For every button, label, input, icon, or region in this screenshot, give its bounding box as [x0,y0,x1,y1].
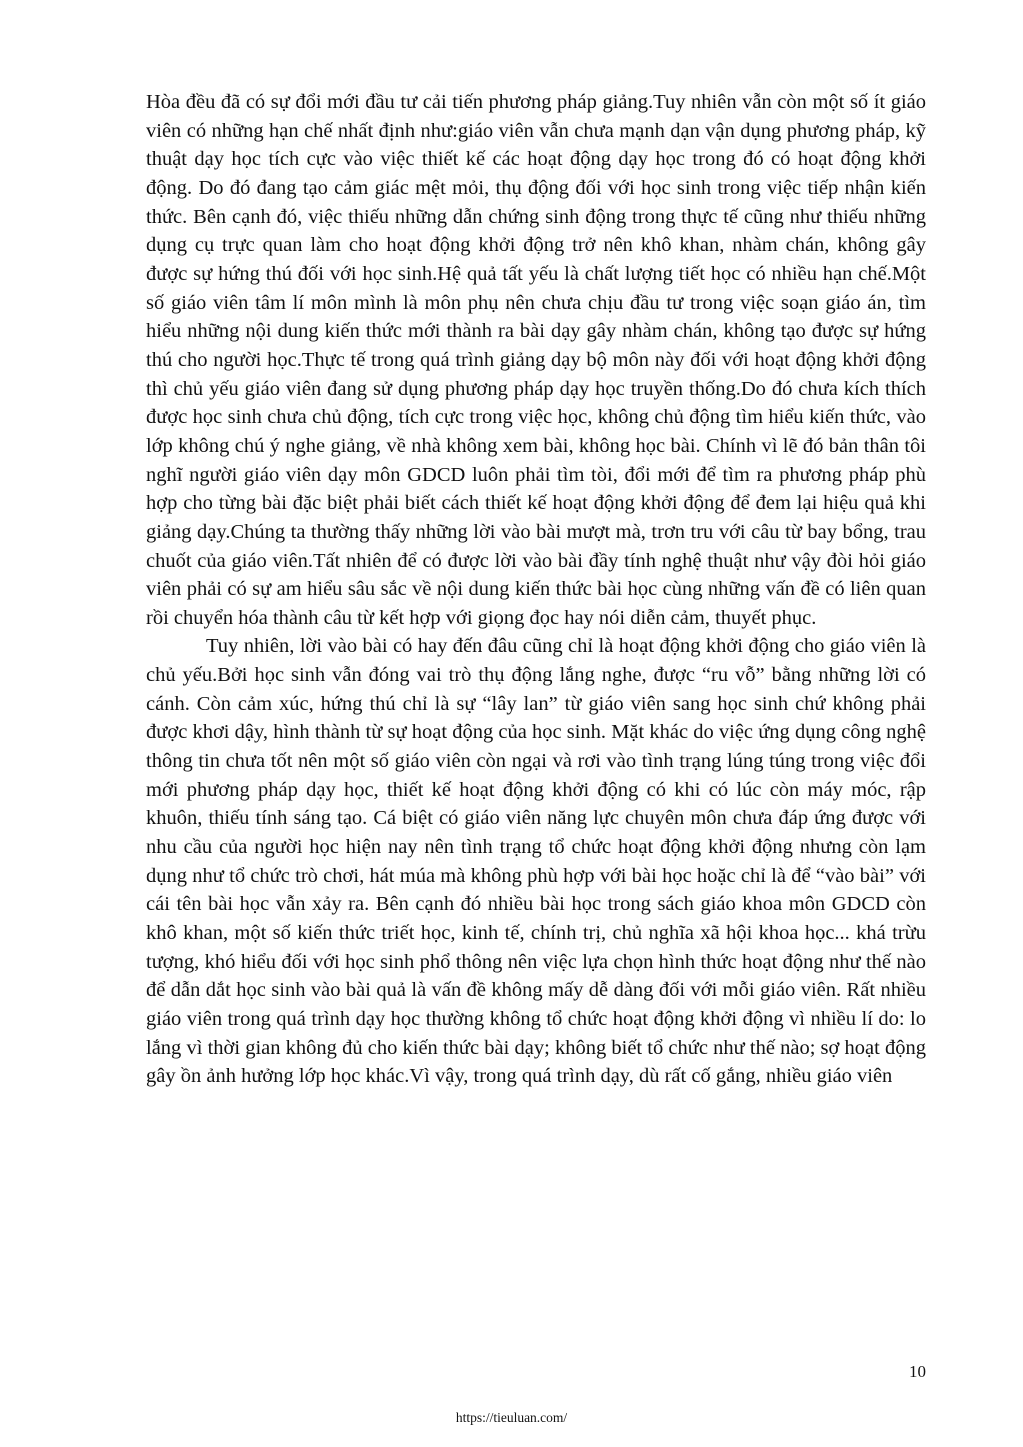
body-text [146,88,926,1091]
paragraph-2: Tuy nhiên, lời vào bài có hay đến đâu cũng chỉ là hoạt động khởi động cho giáo viên là chủ yếu.Bởi học sinh vẫn đóng vai trò thụ động lắng nghe, được “ru vỗ” bằng những lời có cánh. Còn cảm xúc, hứng thú chỉ là sự “lây lan” từ giáo viên sang học sinh chứ không phải được khơi dậy, hình thành từ sự hoạt động của học sinh. Mặt khác do việc ứng dụng công nghệ thông tin chưa tốt nên một số giáo viên còn ngại và rơi vào tình trạng lúng túng trong việc đổi mới phương pháp dạy học, thiết kế hoạt động khởi động có khi có lúc còn máy móc, rập khuôn, thiếu tính sáng tạo. Cá biệt có giáo viên năng lực chuyên môn chưa đáp ứng được với nhu cầu của người học hiện nay nên tình trạng tổ chức hoạt động khởi động nhưng còn lạm dụng như tổ chức trò chơi, hát múa mà không phù hợp với bài học hoặc chỉ là để “vào bài” với cái tên bài học vẫn xảy ra. Bên cạnh đó nhiều bài học trong sách giáo khoa môn GDCD còn khô khan, một số kiến thức triết học, kinh tế, chính trị, chủ nghĩa xã hội khoa học... khá trừu tượng, khó hiểu đối với học sinh phổ thông nên việc lựa chọn hình thức hoạt động như thế nào để dẫn dắt học sinh vào bài quả là vấn đề không mấy dễ dàng đối với mỗi giáo viên. Rất nhiều giáo viên trong quá trình dạy học thường không tổ chức hoạt động khởi động vì nhiều lí do: lo lắng vì thời gian không đủ cho kiến thức bài dạy; không biết tổ chức như thế nào; sợ hoạt động gây ồn ảnh hưởng lớp học khác.Vì vậy, trong quá trình dạy, dù rất cố gắng, nhiều giáo viên [146,635,926,1088]
footer-url[interactable]: https://tieuluan.com/ [455,1410,568,1425]
paragraph-1: Hòa đều đã có sự đổi mới đầu tư cải tiến phương pháp giảng.Tuy nhiên vẫn còn một số ít giáo viên có những hạn chế nhất định như:giáo viên vẫn chưa mạnh dạn vận dụng phương pháp, kỹ thuật dạy học tích cực vào việc thiết kế các hoạt động dạy học trong đó có hoạt động khởi động. Do đó đang tạo cảm giác mệt mỏi, thụ động đối với học sinh trong việc tiếp nhận kiến thức. Bên cạnh đó, việc thiếu những dẫn chứng sinh động trong thực tế cũng như thiếu những dụng cụ trực quan làm cho hoạt động khởi động trở nên khô khan, nhàm chán, không gây được sự hứng thú đối với học sinh.Hệ quả tất yếu là chất lượng tiết học có nhiều hạn chế.Một số giáo viên tâm lí môn mình là môn phụ nên chưa chịu đầu tư trong việc soạn giáo án, tìm hiểu những nội dung kiến thức mới thành ra bài dạy gây nhàm chán, không tạo được sự hứng thú cho người học.Thực tế trong quá trình giảng dạy bộ môn này đối với hoạt động khởi động thì chủ yếu giáo viên đang sử dụng phương pháp dạy học truyền thống.Do đó chưa kích thích được học sinh chưa chủ động, tích cực trong việc học, không chủ động tìm hiểu kiến thức, vào lớp không chú ý nghe giảng, về nhà không xem bài, không học bài. Chính vì lẽ đó bản thân tôi nghĩ người giáo viên dạy môn GDCD luôn phải tìm tòi, đổi mới để tìm ra phương pháp phù hợp cho từng bài đặc biệt phải biết cách thiết kế hoạt động khởi động để đem lại hiệu quả khi giảng dạy.Chúng ta thường thấy những lời vào bài mượt mà, trơn tru với câu từ bay bổng, trau chuốt của giáo viên.Tất nhiên để có được lời vào bài đầy tính nghệ thuật như vậy đòi hỏi giáo viên phải có sự am hiểu sâu sắc về nội dung kiến thức bài học cùng những vấn đề có liên quan rồi chuyển hóa thành câu từ kết hợp với giọng đọc hay nói diễn cảm, thuyết phục. [146,91,926,629]
page-number: 10 [909,1362,926,1381]
